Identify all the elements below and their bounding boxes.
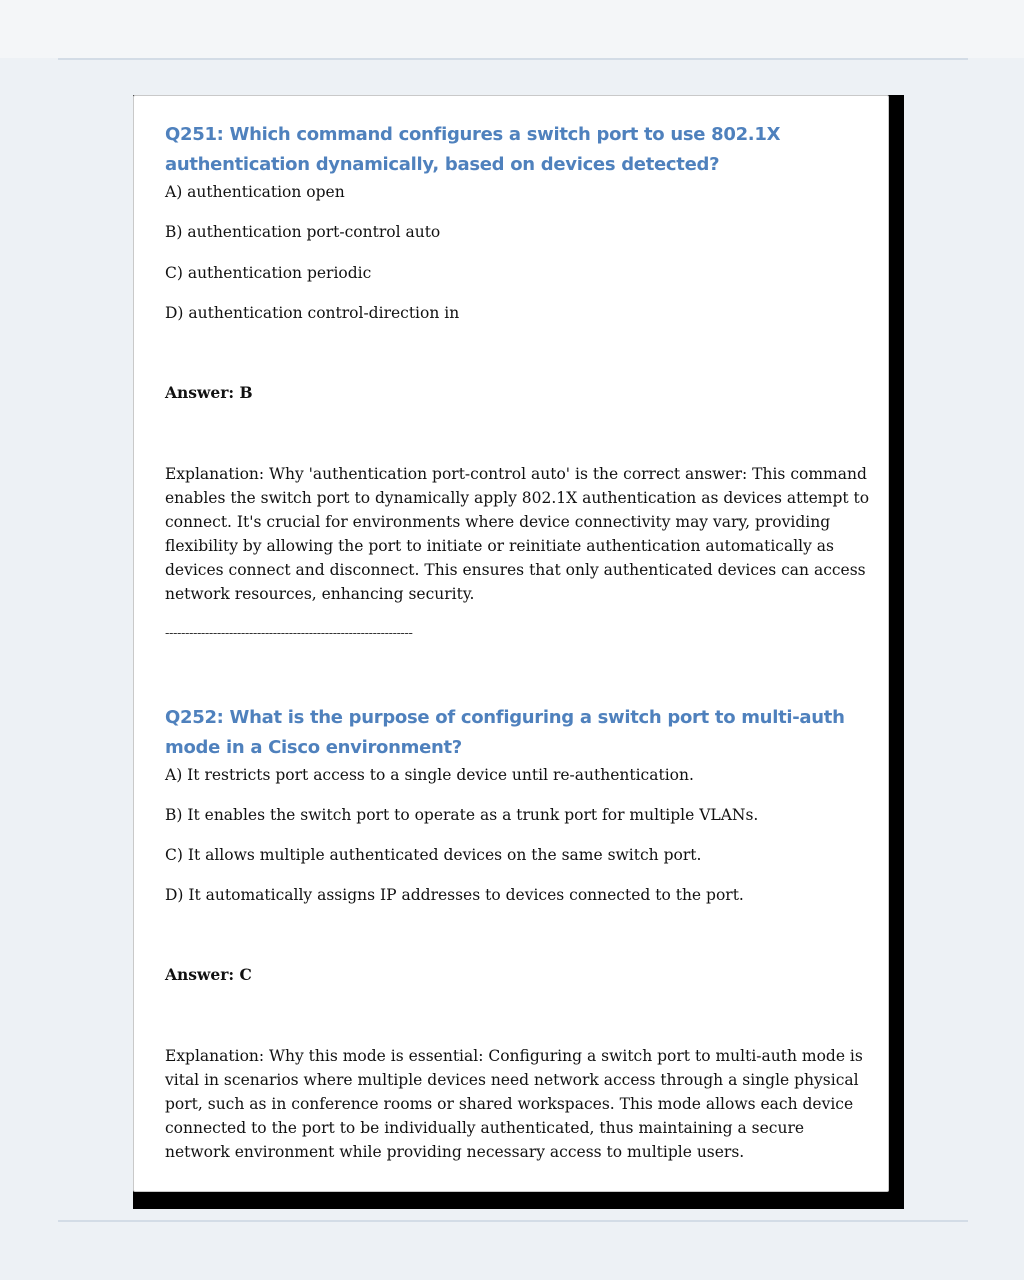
question-251-option-a: A) authentication open bbox=[165, 183, 345, 201]
question-251-option-c: C) authentication periodic bbox=[165, 264, 372, 282]
question-252-option-a: A) It restricts port access to a single device until re-authentication. bbox=[165, 766, 694, 784]
question-252-title: Q252: What is the purpose of configuring a switch port to multi-auth mode in a Cisco environment? bbox=[165, 707, 845, 758]
question-251-answer: Answer: B bbox=[165, 383, 253, 402]
question-252-explanation: Explanation: Why this mode is essential: Configuring a switch port to multi-auth mode is vital in scenarios where multiple devices need network access through a single physical port, such as in conference rooms or shared workspaces. This mode allows each device connected to the port to be individually authenticated, thus maintaining a secure network environment while providing necessary access to multiple users. bbox=[165, 1047, 863, 1161]
question-252-answer: Answer: C bbox=[165, 965, 252, 984]
question-251-title: Q251: Which command configures a switch port to use 802.1X authentication dynamically, based on devices detected? bbox=[165, 124, 781, 175]
question-251-option-d: D) authentication control-direction in bbox=[165, 304, 460, 322]
viewer-top-bar bbox=[0, 0, 1024, 58]
top-divider bbox=[58, 58, 968, 60]
question-252-option-b: B) It enables the switch port to operate as a trunk port for multiple VLANs. bbox=[165, 806, 759, 824]
question-252-option-d: D) It automatically assigns IP addresses to devices connected to the port. bbox=[165, 886, 744, 904]
bottom-divider bbox=[58, 1220, 968, 1222]
question-251-option-b: B) authentication port-control auto bbox=[165, 223, 441, 241]
question-separator: -------------------------------------------------------------- bbox=[165, 626, 413, 641]
document-page bbox=[133, 95, 889, 1192]
question-251-explanation: Explanation: Why 'authentication port-control auto' is the correct answer: This command enables the switch port to dynamically apply 802.1X authentication as devices attempt to connect. It's crucial for environments where device connectivity may vary, providing flexibility by allowing the port to initiate or reinitiate authentication automatically as devices connect and disconnect. This ensures that only authenticated devices can access network resources, enhancing security. bbox=[165, 465, 870, 603]
question-252-option-c: C) It allows multiple authenticated devices on the same switch port. bbox=[165, 846, 702, 864]
